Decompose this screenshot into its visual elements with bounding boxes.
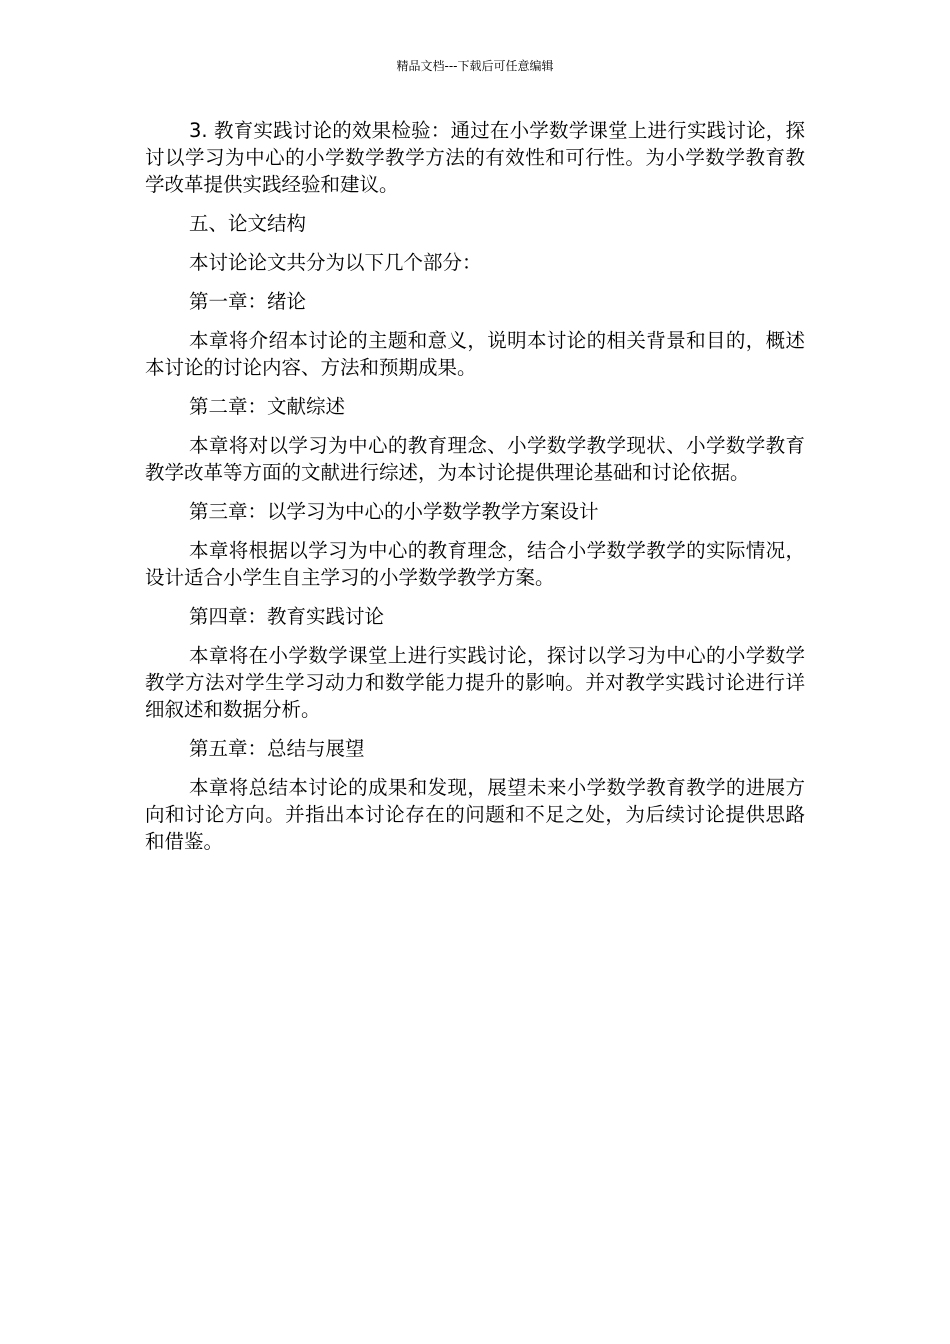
paragraph-structure-intro: 本讨论论文共分为以下几个部分： [189, 251, 482, 274]
chapter-2-description: 本章将对以学习为中心的教育理念、小学数学教学现状、小学数学教育教学改革等方面的文献进行综述，为本讨论提供理论基础和讨论依据。 [145, 434, 805, 484]
section-heading-structure: 五、论文结构 [189, 212, 307, 235]
chapter-1-heading: 第一章：绪论 [189, 290, 307, 313]
chapter-5-heading: 第五章：总结与展望 [189, 737, 365, 760]
chapter-2-heading: 第二章：文献综述 [189, 395, 346, 418]
chapter-1-description: 本章将介绍本讨论的主题和意义，说明本讨论的相关背景和目的，概述本讨论的讨论内容、方法和预期成果。 [145, 329, 805, 379]
paragraph-effect-check: 3. 教育实践讨论的效果检验：通过在小学数学课堂上进行实践讨论，探讨以学习为中心的小学数学教学方法的有效性和可行性。为小学数学教育教学改革提供实践经验和建议。 [145, 119, 805, 196]
chapter-3-description: 本章将根据以学习为中心的教育理念，结合小学数学教学的实际情况，设计适合小学生自主学习的小学数学教学方案。 [145, 539, 805, 589]
chapter-4-heading: 第四章：教育实践讨论 [189, 605, 385, 628]
document-body [145, 117, 805, 867]
chapter-4-description: 本章将在小学数学课堂上进行实践讨论，探讨以学习为中心的小学数学教学方法对学生学习动力和数学能力提升的影响。并对教学实践讨论进行详细叙述和数据分析。 [145, 644, 805, 721]
page-header: 精品文档---下载后可任意编辑 [396, 59, 554, 73]
chapter-3-heading: 第三章：以学习为中心的小学数学教学方案设计 [189, 500, 599, 523]
chapter-5-description: 本章将总结本讨论的成果和发现，展望未来小学数学教育教学的进展方向和讨论方向。并指出本讨论存在的问题和不足之处，为后续讨论提供思路和借鉴。 [145, 776, 805, 853]
